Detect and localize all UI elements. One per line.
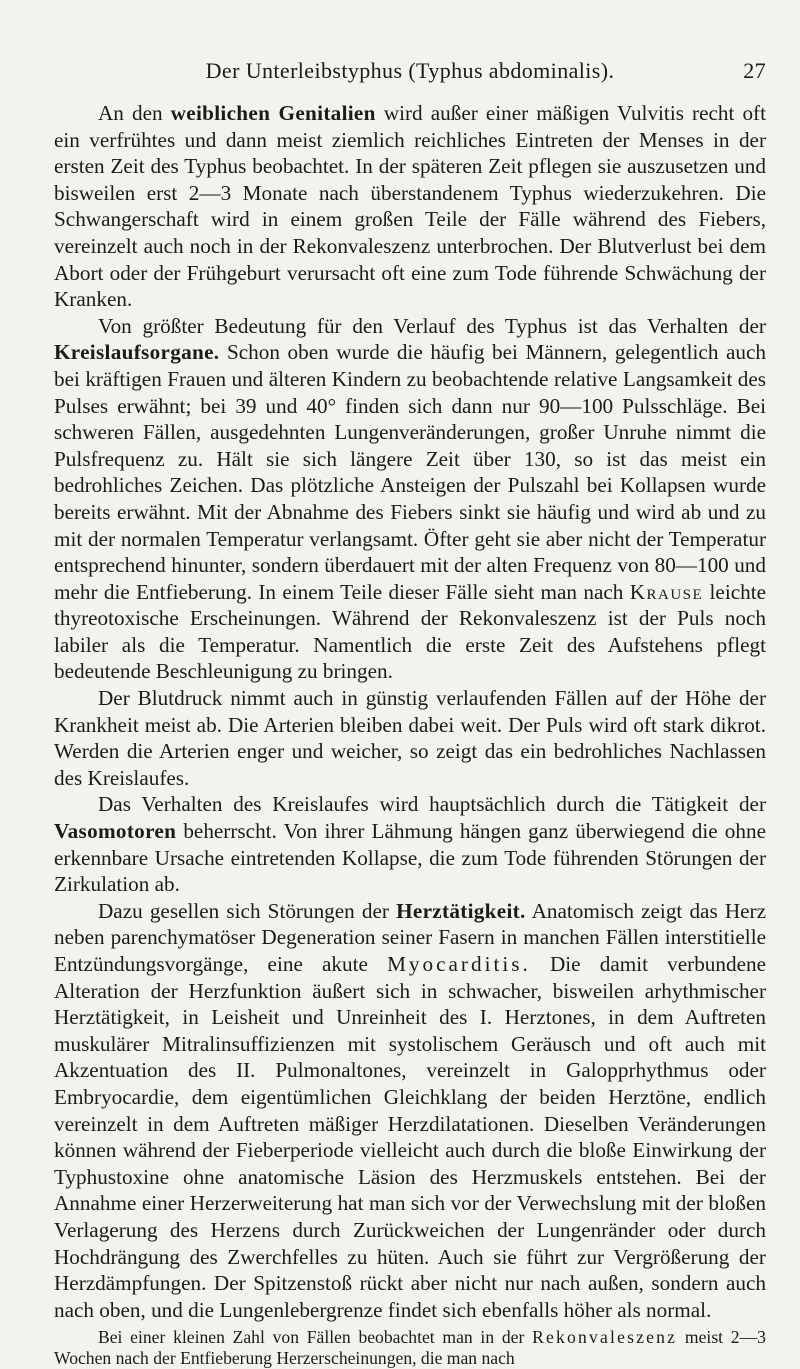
emphasized-term: Myocarditis. <box>387 952 531 976</box>
text-run: beherrscht. Von ihrer Lähmung hängen ganz überwiegend die ohne erkennbare Ursache eintretenden Kollapse, die zum Tode führenden Störungen der Zirkulation ab. <box>54 819 766 897</box>
text-run: Schon oben wurde die häufig bei Männern, gelegentlich auch bei kräftigen Frauen und älteren Kindern zu beobachtende relative Langsamkeit des Pulses erwähnt; bei 39 und 40° finden sich dann nur 90—100 Pulsschläge. Bei schweren Fällen, ausgedehnten Lungenveränderungen, großer Unruhe nimmt die Pulsfrequenz zu. Hält sie sich längere Zeit über 130, so ist das meist ein bedrohliches Zeichen. Das plötzliche Ansteigen der Pulszahl bei Kollapsen wurde bereits erwähnt. Mit der Abnahme des Fiebers sinkt sie häufig und wird ab und zu mit der normalen Temperatur verlangsamt. Öfter geht sie aber nicht der Temperatur entsprechend hinunter, sondern überdauert mit der alten Frequenz von 80—100 und mehr die Entfieberung. In einem Teile dieser Fälle sieht man nach <box>54 340 766 604</box>
section-keyword: weiblichen Genitalien <box>170 101 376 125</box>
emphasized-term: Rekonvaleszenz <box>532 1327 678 1348</box>
body-text <box>54 100 766 1323</box>
running-title: Der Unterleibstyphus (Typhus abdominalis). <box>205 58 615 83</box>
page-number: 27 <box>743 58 766 83</box>
text-run: Dazu gesellen sich Störungen der <box>98 898 397 923</box>
text-run: Das Verhalten des Kreislaufes wird hauptsächlich durch die Tätigkeit der <box>98 792 766 817</box>
paragraph-vasomotoren <box>54 791 766 897</box>
text-run: An den <box>98 101 171 125</box>
running-head <box>54 58 766 88</box>
text-run: Bei einer kleinen Zahl von Fällen beobachtet man in der <box>98 1327 533 1348</box>
paragraph-kreislaufsorgane <box>54 313 766 685</box>
text-run: leichte thyreotoxische Erscheinungen. Während der Rekonvaleszenz ist der Puls noch labiler als die Temperatur. Namentlich die erste Zeit des Aufstehens pflegt bedeutende Beschleunigung zu bringen. <box>54 579 767 684</box>
paragraph-herztaetigkeit <box>54 898 766 1324</box>
text-run: Anatomisch zeigt das Herz neben parenchymatöser Degeneration seiner Fasern in manchen Fällen interstitielle Entzündungsvorgänge, eine akute <box>54 898 766 976</box>
text-run: Von größter Bedeutung für den Verlauf des Typhus ist das Verhalten der <box>98 313 766 338</box>
paragraph-genitalien <box>54 100 766 313</box>
text-run: Der Blutdruck nimmt auch in günstig verlaufenden Fällen auf der Höhe der Krankheit meist ab. Die Arterien bleiben dabei weit. Der Puls wird oft stark dikrot. Werden die Arterien enger und weicher, so zeigt das ein bedrohliches Nachlassen des Kreislaufes. <box>54 686 766 790</box>
section-keyword: Kreislaufsorgane. <box>54 340 220 365</box>
text-run: wird außer einer mäßigen Vulvitis recht oft ein verfrühtes und dann meist ziemlich reichliches Eintreten der Menses in der ersten Zeit des Typhus beobachtet. In der späteren Zeit pflegen sie auszusetzen und bisweilen erst 2—3 Monate nach überstandenem Typhus wiederzukehren. Die Schwangerschaft wird in einem großen Teile der Fälle während des Fiebers, vereinzelt auch noch in der Rekonvaleszenz unterbrochen. Der Blutverlust bei dem Abort oder der Frühgeburt verursacht oft eine zum Tode führende Schwächung der Kranken. <box>54 101 766 312</box>
author-name: Krause <box>629 579 704 604</box>
footnote-continuation <box>54 1327 766 1369</box>
text-run: meist 2—3 Wochen nach der Entfieberung Herzerscheinungen, die man nach <box>54 1327 766 1369</box>
paragraph-blutdruck <box>54 685 766 791</box>
text-run: Die damit verbundene Alteration der Herzfunktion äußert sich in schwacher, bisweilen arhythmischer Herztätigkeit, in Leisheit und Unreinheit des I. Herztones, in dem Auftreten muskulärer Mitralinsuffizienzen mit systolischem Geräusch und oft auch mit Akzentuation des II. Pulmonaltones, vereinzelt in Galopprhythmus oder Embryocardie, dem eigentümlichen Gleichklang der beiden Herztöne, endlich vereinzelt in dem Auftreten mäßiger Herzdilatationen. Dieselben Veränderungen können während der Fieberperiode vielleicht auch durch die bloße Einwirkung der Typhustoxine ohne anatomische Läsion des Herzmuskels entstehen. Bei der Annahme einer Herzerweiterung hat man sich vor der Verwechslung mit der bloßen Verlagerung des Herzens durch Zurückweichen der Lungenränder oder durch Hochdrängung des Zwerchfelles zu hüten. Auch sie führt zur Vergrößerung der Herzdämpfungen. Der Spitzenstoß rückt aber nicht nur nach außen, sondern auch nach oben, und die Lungenlebergrenze findet sich ebenfalls höher als normal. <box>54 952 766 1322</box>
book-page <box>54 58 767 1369</box>
section-keyword: Vasomotoren <box>54 819 177 844</box>
section-keyword: Herztätigkeit. <box>396 898 526 923</box>
